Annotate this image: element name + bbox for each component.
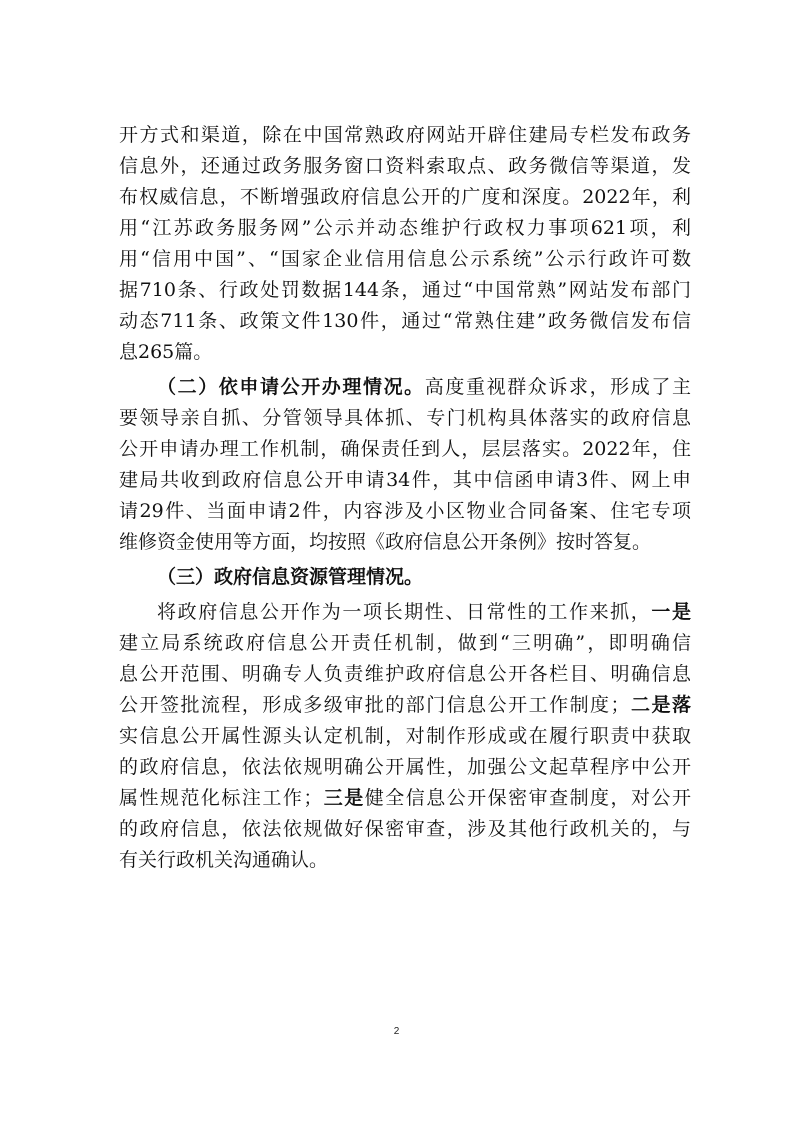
text-line: 用“江苏政务服务网”公示并动态维护行政权力事项621项，利 [119, 217, 691, 239]
text-line: 信息外，还通过政务服务窗口资料索取点、政务微信等渠道，发 [119, 155, 691, 177]
text-line [119, 783, 691, 814]
text-span: 健全信息公开保密审查制度，对公开 [364, 787, 691, 809]
text-line [119, 372, 691, 403]
text-line: 用“信用中国”、“国家企业信用信息公示系统”公示行政许可数 [119, 248, 691, 270]
bold-span: 一是 [651, 601, 691, 623]
text-line [119, 690, 691, 721]
text-line: 建立局系统政府信息公开责任机制，做到“三明确”，即明确信 [119, 632, 691, 654]
text-line: 息公开范围、明确专人负责维护政府信息公开各栏目、明确信息 [119, 663, 691, 685]
text-line: 维修资金使用等方面，均按照《政府信息公开条例》按时答复。 [119, 531, 652, 553]
text-line: 息265篇。 [119, 341, 213, 363]
text-line: 要领导亲自抓、分管领导具体抓、专门机构具体落实的政府信息 [119, 407, 691, 429]
text-line: 布权威信息，不断增强政府信息公开的广度和深度。2022年，利 [119, 186, 691, 208]
text-line: 动态711条、政策文件130件，通过“常熟住建”政务微信发布信 [119, 310, 691, 332]
page-number: 2 [393, 1026, 400, 1037]
bold-span: 三是 [322, 787, 365, 809]
text-line [119, 597, 691, 628]
text-line: 请29件、当面申请2件，内容涉及小区物业合同备案、住宅专项 [119, 500, 691, 522]
text-span: 高度重视群众诉求，形成了主 [424, 376, 691, 398]
text-line: 开方式和渠道，除在中国常熟政府网站开辟住建局专栏发布政务 [119, 124, 691, 146]
text-line: 据710条、行政处罚数据144条，通过“中国常熟”网站发布部门 [119, 279, 691, 301]
bold-span: 二是落 [629, 694, 691, 716]
text-line: 实信息公开属性源头认定机制，对制作形成或在履行职责中获取 [119, 725, 691, 747]
paragraph-1 [119, 120, 691, 368]
text-line: 建局共收到政府信息公开申请34件，其中信函申请3件、网上申 [119, 469, 691, 491]
text-span: 属性规范化标注工作； [119, 787, 323, 809]
paragraph-2 [119, 372, 691, 558]
text-line: 有关行政机关沟通确认。 [119, 849, 329, 871]
paragraph-3 [119, 597, 691, 876]
text-line: 公开申请办理工作机制，确保责任到人，层层落实。2022年，住 [119, 438, 691, 460]
section-heading-3: （三）政府信息资源管理情况。 [157, 566, 424, 588]
text-line: 的政府信息，依法依规做好保密审查，涉及其他行政机关的，与 [119, 818, 691, 840]
body-text [119, 120, 691, 876]
text-line: 的政府信息，依法依规明确公开属性，加强公文起草程序中公开 [119, 756, 691, 778]
text-span: 将政府信息公开作为一项长期性、日常性的工作来抓， [157, 601, 652, 623]
section-heading-2: （二）依申请公开办理情况。 [157, 376, 425, 398]
text-span: 公开签批流程，形成多级审批的部门信息公开工作制度； [119, 694, 630, 716]
